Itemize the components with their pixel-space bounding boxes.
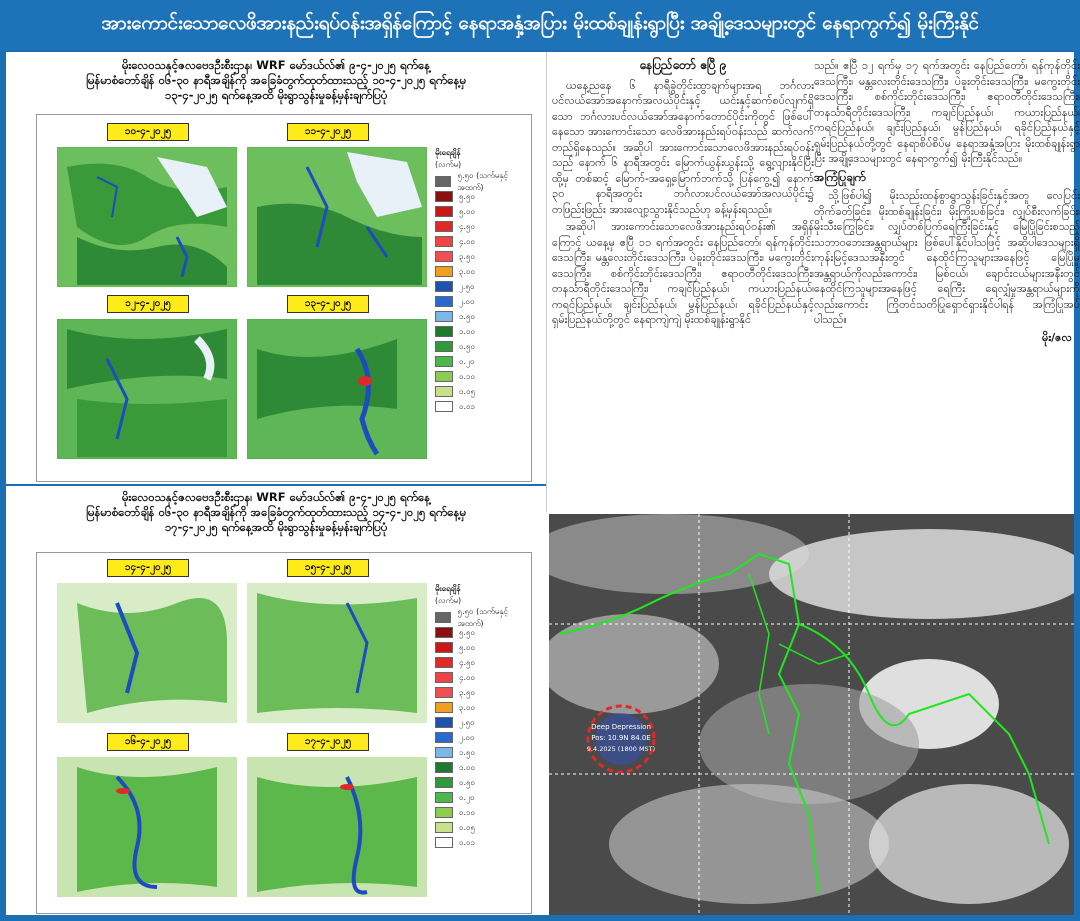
legend-item bbox=[435, 835, 529, 850]
caption-line: မိုးလေဝသနှင့်ဇလဗေဒဦးစီးဌာန၊ WRF မော်ဒယ်လ်၏ ၉-၄-၂၀၂၅ ရက်နေ့ bbox=[121, 58, 431, 72]
date-label: ၁၄-၄-၂၀၂၅ bbox=[107, 559, 189, 577]
legend-item bbox=[435, 745, 529, 760]
legend-swatch bbox=[435, 822, 453, 833]
article-paragraph: သည်။ ဧပြီ ၁၂ ရက်မှ ၁၇ ရက်အတွင်း နေပြည်တော်၊ ရန်ကုန်တိုင်းဒေသကြီး၊ မန္တလေးတိုင်းဒေသကြီး၊ ပဲခူးတိုင်းဒေသကြီး၊ မကွေးတိုင်းဒေသကြီး၊ စစ်ကိုင်းတိုင်းဒေသကြီး၊ ဧရာဝတီတိုင်းဒေသကြီး၊ တနင်္သာရီတိုင်းဒေသကြီး၊ ကချင်ပြည်နယ်၊ ကယားပြည်နယ်၊ ကရင်ပြည်နယ်၊ ချင်းပြည်နယ်၊ မွန်ပြည်နယ်၊ ရခိုင်ပြည်နယ်နှင့် ရှမ်းပြည်နယ်တို့တွင် နေရာစိပ်စိပ်မှ နေရာအနှံ့အပြား မိုးထစ်ချုန်းရွာပြီး အချို့ဒေသများတွင် နေရာကွက်၍ မိုးကြီးနိုင်သည်။ bbox=[814, 59, 1080, 165]
legend-label: ၄.၀၀ bbox=[459, 672, 476, 682]
legend-label: ၀.၀၅ bbox=[459, 822, 476, 832]
legend-label: ၀.၁၀ bbox=[459, 807, 476, 817]
bottom-forecast-caption bbox=[6, 488, 546, 537]
date-label: ၁၇-၄-၂၀၂၅ bbox=[287, 733, 369, 751]
section-divider bbox=[6, 484, 546, 486]
legend-swatch bbox=[435, 687, 453, 698]
legend-swatch bbox=[435, 717, 453, 728]
legend-item bbox=[435, 670, 529, 685]
legend-swatch bbox=[435, 747, 453, 758]
legend-item bbox=[435, 309, 529, 324]
legend-item bbox=[435, 700, 529, 715]
legend-swatch bbox=[435, 281, 453, 292]
rainfall-map-panel bbox=[57, 583, 237, 723]
legend-swatch bbox=[435, 762, 453, 773]
legend-item bbox=[435, 324, 529, 339]
legend-item bbox=[435, 170, 529, 192]
advice-heading: အကြံပြုချက် bbox=[814, 169, 866, 184]
legend-label: ၃.၀၀ bbox=[459, 266, 476, 276]
legend-label: ၁.၀၀ bbox=[459, 762, 476, 772]
dateline: နေပြည်တော် ဧပြီ ၉ bbox=[639, 58, 727, 72]
legend-swatch bbox=[435, 326, 453, 337]
legend-item bbox=[435, 715, 529, 730]
legend-swatch bbox=[435, 341, 453, 352]
legend-title: မိုးရေချိန် bbox=[435, 584, 461, 593]
legend-swatch bbox=[435, 221, 453, 232]
legend-item bbox=[435, 820, 529, 835]
legend-label: ၀.၂၀ bbox=[459, 792, 475, 802]
legend-swatch bbox=[435, 627, 453, 638]
legend-swatch bbox=[435, 732, 453, 743]
legend-item bbox=[435, 294, 529, 309]
date-label: ၁၃-၄-၂၀၂၅ bbox=[287, 295, 369, 313]
legend-item bbox=[435, 264, 529, 279]
legend-swatch bbox=[435, 386, 453, 397]
legend-label: ၀.၁၀ bbox=[459, 371, 476, 381]
legend-swatch bbox=[435, 807, 453, 818]
legend-title: မိုးရေချိန် bbox=[435, 148, 461, 157]
rainfall-map-panel bbox=[247, 757, 427, 897]
legend-item bbox=[435, 685, 529, 700]
page bbox=[6, 52, 1080, 915]
rainfall-map-panel bbox=[247, 147, 427, 287]
legend-swatch bbox=[435, 371, 453, 382]
legend-label: ၀.၂၀ bbox=[459, 356, 475, 366]
legend-label: ၅.၀၀ bbox=[459, 642, 476, 652]
caption-line: မိုးလေဝသနှင့်ဇလဗေဒဦးစီးဌာန၊ WRF မော်ဒယ်လ်၏ ၉-၄-၂၀၂၅ ရက်နေ့ bbox=[121, 490, 431, 504]
legend-item bbox=[435, 399, 529, 414]
rainfall-map-panel bbox=[247, 319, 427, 459]
legend-item bbox=[435, 354, 529, 369]
legend-label: ၄.၀၀ bbox=[459, 236, 476, 246]
rainfall-map-panel bbox=[57, 757, 237, 897]
legend-swatch bbox=[435, 191, 453, 202]
legend-item bbox=[435, 369, 529, 384]
bottom-forecast-maps bbox=[36, 552, 532, 914]
legend-label: ၀.၀၁ bbox=[459, 401, 476, 411]
legend-item bbox=[435, 606, 529, 628]
top-forecast-maps bbox=[36, 114, 532, 482]
legend-swatch bbox=[435, 642, 453, 653]
forecast-column bbox=[6, 52, 546, 915]
legend-swatch bbox=[435, 266, 453, 277]
legend-label: ၅.၅၀ bbox=[459, 627, 476, 637]
legend-swatch bbox=[435, 251, 453, 262]
article-paragraph: ယနေ့ညနေ ၆ နာရီခွဲတိုင်းထွာချက်များအရ ဘင်္ဂလားပင်လယ်အော်အနောက်အလယ်ပိုင်းနှင့် ယင်းနှင့်ဆက်စပ်လျက်ရှိသော ဘင်္ဂလားပင်လယ်အော်အနောက်တောင်ပိုင်းကိုတွင် ဖြစ်ပေါ်နေသော အားကောင်းသော လေဖိအားနည်းရပ်ဝန်းသည် ဆက်လက်တည်ရှိနေသည်။ အဆိုပါ အားကောင်းသောလေဖိအားနည်းရပ်ဝန်းသည် နောက် ၆ နာရီအတွင်း မြောက်ယွန်းယွန်းသို့ ရွေ့လျားနိုင်ပြီး ထို့မှ တစ်ဆင့် မြောက်-အရှေ့မြောက်ဘက်သို့ ပြန်ကွေ့၍ နောက် ၃၀ နာရီအတွင်း ဘင်္ဂလားပင်လယ်အော်အလယ်ပိုင်း၌ တဖြည်းဖြည်း အားလျော့သွားနိုင်သည်ဟု ခန့်မှန်းရသည်။ bbox=[552, 78, 814, 216]
legend-unit: (လက်မ) bbox=[435, 160, 462, 169]
legend-label: ၃.၅၀ bbox=[459, 251, 476, 261]
date-label: ၁၁-၄-၂၀၂၅ bbox=[287, 123, 369, 141]
rainfall-map-panel bbox=[247, 583, 427, 723]
rainfall-legend bbox=[435, 147, 529, 414]
legend-label: ၀.၀၁ bbox=[459, 837, 476, 847]
legend-swatch bbox=[435, 311, 453, 322]
legend-swatch bbox=[435, 236, 453, 247]
legend-label: ၅.၅၀ bbox=[459, 191, 476, 201]
legend-label: ၂.၅၀ bbox=[459, 281, 475, 291]
legend-swatch bbox=[435, 657, 453, 668]
legend-label: ၃.၅၀ bbox=[459, 687, 476, 697]
satellite-image bbox=[549, 514, 1074, 915]
article-column-2 bbox=[808, 52, 1080, 518]
satellite-map bbox=[549, 514, 1074, 915]
rainfall-legend bbox=[435, 583, 529, 850]
legend-swatch bbox=[435, 296, 453, 307]
legend-item bbox=[435, 655, 529, 670]
legend-swatch bbox=[435, 792, 453, 803]
caption-line: ၁၇-၄-၂၀၂၅ ရက်နေ့အထိ မိုးရွာသွန်းမှုခန့်မှန်းချက်ပြပုံ bbox=[164, 520, 388, 534]
legend-label: ၀.၅၀ bbox=[459, 341, 476, 351]
legend-item bbox=[435, 760, 529, 775]
legend-item bbox=[435, 219, 529, 234]
article-paragraph: အဆိုပါ အားကောင်းသောလေဖိအားနည်းရပ်ဝန်း၏ အရှိန်ကြောင့် ယနေ့မှ ဧပြီ ၁၁ ရက်အတွင်း နေပြည်တော်၊ ရန်ကုန်တိုင်းဒေသကြီး၊ မန္တလေးတိုင်းဒေသကြီး၊ ပဲခူးတိုင်းဒေသကြီး၊ မကွေးတိုင်းဒေသကြီး၊ စစ်ကိုင်းတိုင်းဒေသကြီး၊ ဧရာဝတီတိုင်းဒေသကြီး၊ တနင်္သာရီတိုင်းဒေသကြီး၊ ကချင်ပြည်နယ်၊ ကယားပြည်နယ်၊ ကရင်ပြည်နယ်၊ ချင်းပြည်နယ်၊ မွန်ပြည်နယ်၊ ရခိုင်ပြည်နယ်နှင့် ရှမ်းပြည်နယ်တို့တွင် နေရာကျဲကျဲ မိုးထစ်ချုန်းရွာနိုင် bbox=[552, 220, 814, 326]
date-label: ၁၀-၄-၂၀၂၅ bbox=[107, 123, 189, 141]
legend-item bbox=[435, 730, 529, 745]
legend-label: ၂.၅၀ bbox=[459, 717, 475, 727]
legend-item bbox=[435, 249, 529, 264]
caption-line: မြန်မာစံတော်ချိန် ၀၆-၃၀ နာရီအချိန်ကို အခြေခံတွက်ထုတ်ထားသည့် ၁၀-၄-၂၀၂၅ ရက်နေ့မှ bbox=[85, 73, 467, 87]
legend-swatch bbox=[435, 702, 453, 713]
caption-line: ၁၃-၄-၂၀၂၅ ရက်နေ့အထိ မိုးရွာသွန်းမှုခန့်မှန်းချက်ပြပုံ bbox=[164, 88, 388, 102]
depression-label: Deep Depression bbox=[591, 723, 651, 731]
article-column-1 bbox=[546, 52, 820, 518]
legend-item bbox=[435, 775, 529, 790]
date-label: ၁၆-၄-၂၀၂၅ bbox=[107, 733, 189, 751]
depression-label: Pos: 10.9N 84.0E bbox=[591, 734, 651, 742]
headline-banner bbox=[0, 0, 1080, 50]
legend-item bbox=[435, 805, 529, 820]
legend-swatch bbox=[435, 206, 453, 217]
legend-swatch bbox=[435, 356, 453, 367]
headline-title: အားကောင်းသောလေဖိအားနည်းရပ်ဝန်းအရှိန်ကြောင့် နေရာအနှံ့အပြား မိုးထစ်ချုန်းရွာပြီး အချို့ဒေသများတွင် နေရာကွက်၍ မိုးကြီးနိုင် bbox=[101, 12, 979, 34]
article-paragraph: သို့ဖြစ်ပါ၍ မိုးသည်းထန်စွာရွာသွန်းခြင်းနှင့်အတူ လေပြင်းတိုက်ခတ်ခြင်း၊ မိုးထစ်ချုန်းခြင်း၊ မိုးကြိုးပစ်ခြင်း၊ လျှပ်စီးလက်ခြင်း၊ မိုးသီးကြွေခြင်း၊ လျှပ်တစ်ပြက်ရေကြီးခြင်းနှင့် မြေပြိုခြင်းစသည့် သဘာဝဘေးအန္တရာယ်များ ဖြစ်ပေါ်နိုင်ပါသဖြင့် အဆိုပါဒေသများရှိ ကုန်းမြင့်ဒေသအနီးတွင် နေထိုင်ကြသူများအနေဖြင့် မြေပြိုမှုအန္တရာယ်ကိုလည်းကောင်း၊ မြစ်ငယ်၊ ချောင်းငယ်များအနီးတွင် နေထိုင်ကြသူများအနေဖြင့် ရေကြီး ရေလျှံမှုအန္တရာယ်များကိုလည်းကောင်း ကြိုတင်သတိပြုရှောင်ရှားနိုင်ပါရန် အကြံပြုအပ်ပါသည်။ bbox=[814, 189, 1080, 326]
legend-label: ၂.၀၀ bbox=[459, 296, 475, 306]
signature: မိုး/ဇလ bbox=[1042, 330, 1072, 344]
legend-label: ၀.၀၅ bbox=[459, 386, 476, 396]
legend-label: ၅.၅၀ (သက်မနှင့် အထက်) bbox=[457, 170, 508, 192]
legend-item bbox=[435, 339, 529, 354]
legend-item bbox=[435, 790, 529, 805]
legend-label: ၅.၅၀ (သက်မနှင့် အထက်) bbox=[457, 606, 508, 628]
legend-unit: (လက်မ) bbox=[435, 596, 462, 605]
legend-swatch bbox=[435, 612, 451, 623]
legend-label: ၁.၅၀ bbox=[459, 311, 476, 321]
legend-item bbox=[435, 234, 529, 249]
legend-label: ၃.၀၀ bbox=[459, 702, 476, 712]
legend-label: ၄.၅၀ bbox=[459, 221, 476, 231]
top-forecast-caption bbox=[6, 56, 546, 105]
legend-label: ၄.၅၀ bbox=[459, 657, 476, 667]
legend-swatch bbox=[435, 672, 453, 683]
caption-line: မြန်မာစံတော်ချိန် ၀၆-၃၀ နာရီအချိန်ကို အခြေခံတွက်ထုတ်ထားသည့် ၁၄-၄-၂၀၂၅ ရက်နေ့မှ bbox=[85, 505, 467, 519]
date-label: ၁၂-၄-၂၀၂၅ bbox=[107, 295, 189, 313]
legend-item bbox=[435, 204, 529, 219]
legend-label: ၅.၀၀ bbox=[459, 206, 476, 216]
rainfall-map-panel bbox=[57, 319, 237, 459]
legend-label: ၀.၅၀ bbox=[459, 777, 476, 787]
legend-swatch bbox=[435, 777, 453, 788]
depression-label: 9.4.2025 (1800 MST) bbox=[586, 745, 656, 753]
legend-item bbox=[435, 384, 529, 399]
legend-swatch bbox=[435, 401, 453, 412]
legend-label: ၁.၀၀ bbox=[459, 326, 476, 336]
legend-item bbox=[435, 640, 529, 655]
legend-label: ၂.၀၀ bbox=[459, 732, 475, 742]
date-label: ၁၅-၄-၂၀၂၅ bbox=[287, 559, 369, 577]
legend-swatch bbox=[435, 837, 453, 848]
legend-item bbox=[435, 279, 529, 294]
legend-label: ၁.၅၀ bbox=[459, 747, 476, 757]
legend-swatch bbox=[435, 176, 451, 187]
rainfall-map-panel bbox=[57, 147, 237, 287]
